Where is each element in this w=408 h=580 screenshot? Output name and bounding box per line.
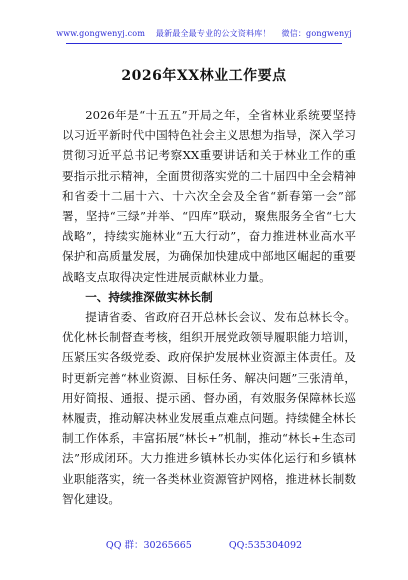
footer-qq-group: QQ 群：30265665 [105, 540, 192, 551]
header-divider [66, 43, 342, 44]
document-title: 2026年XX林业工作要点 [121, 68, 287, 84]
page-footer [0, 537, 408, 551]
page-header [0, 28, 408, 39]
section-heading: 一、持续推深做实林长制 [85, 289, 213, 304]
intro-paragraph: 2026年是“十五五”开局之年，全省林业系统要坚持以习近平新时代中国特色社会主义思想为指导，深入学习贯彻习近平总书记考察XX重要讲话和关于林业工作的重要指示批示精神，全面贯彻落实党的二十届四中全会精神和省委十二届十六、十六次全会及全省“新春第一会”部署，坚持“三绿”并举、“四库”联动，聚焦服务全省“七大战略”，持续实施林业“五大行动”，奋力推进林业高水平保护和高质量发展，为确保加快建成中部地区崛起的重要战略支点取得决定性进展贡献林业力量。 [62, 108, 356, 284]
header-slogan: 最新最全最专业的公文资料库！ [155, 29, 271, 38]
section-paragraph: 提请省委、省政府召开总林长会议、发布总林长令。优化林长制督查考核，组织开展党政领导履职能力培训，压紧压实各级党委、政府保护发展林业资源主体责任。及时更新完善“林业资源、目标任务、解决问题”三张清单，用好简报、通报、提示函、督办函，有效服务保障林长巡林履责，推动解决林业发展重点难点问题。持续健全林长制工作体系，丰富拓展“林长+”机制，推动“林长+生态司法”形成闭环。大力推进乡镇林长办实体化运行和乡镇林业职能落实，统一各类林业资源管护网格，推进林长制数智化建设。 [62, 310, 356, 506]
header-website[interactable]: www.gongwenyj.com [56, 29, 146, 38]
document-body [62, 105, 356, 509]
header-wechat: 微信：gongwenyj [281, 29, 352, 38]
footer-qq: QQ:535304092 [228, 540, 303, 551]
